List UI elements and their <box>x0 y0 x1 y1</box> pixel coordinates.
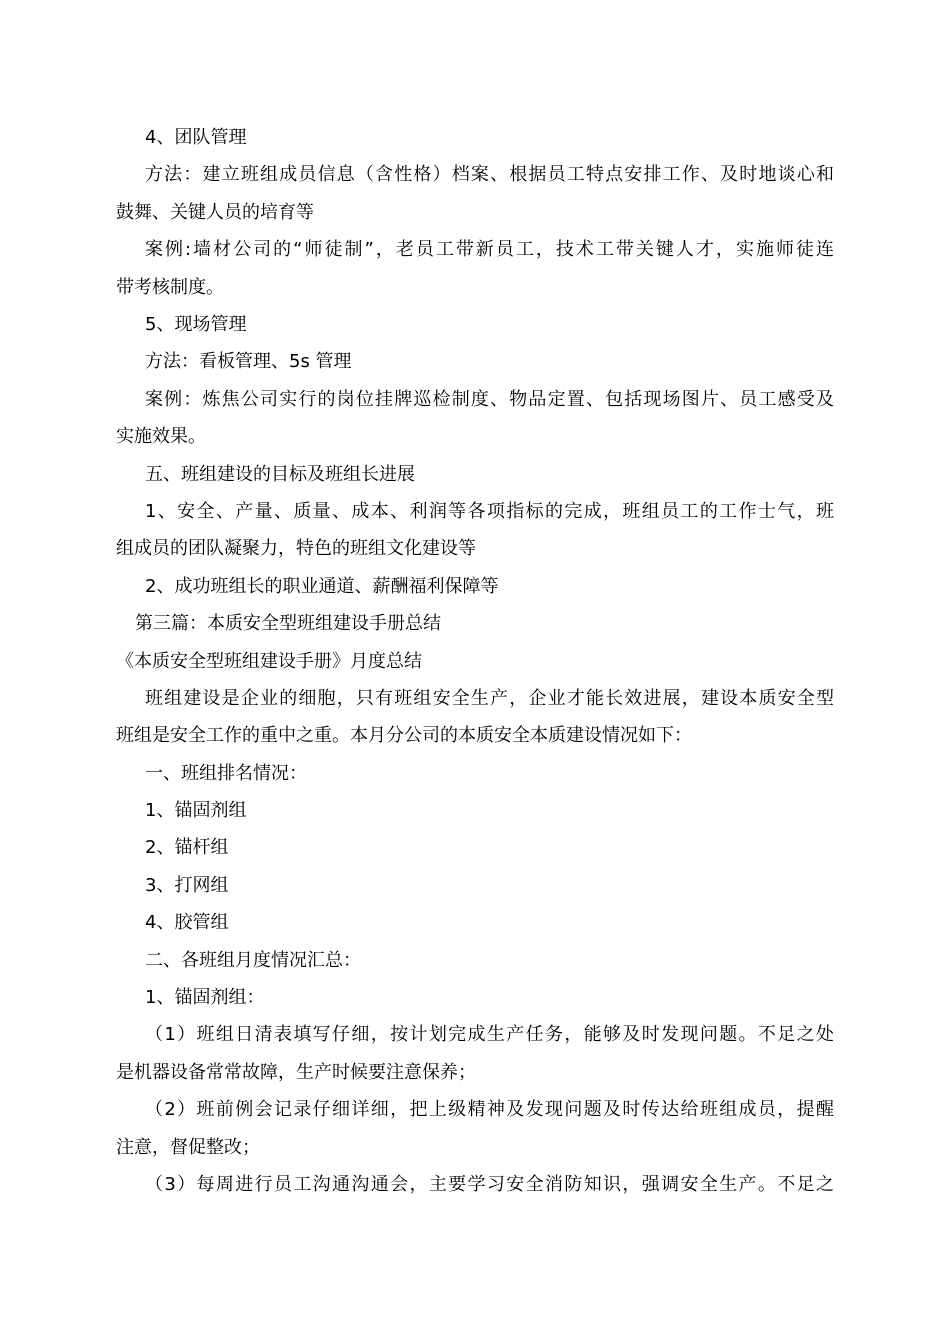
paragraph-line: 组成员的团队凝聚力，特色的班组文化建设等 <box>116 538 476 559</box>
list-item: 3、打网组 <box>145 875 229 896</box>
paragraph-line: 1、安全、产量、质量、成本、利润等各项指标的完成，班组员工的工作士气，班 <box>145 501 834 522</box>
section-heading: 二、各班组月度情况汇总： <box>145 950 361 971</box>
paragraph-line: （3）每周进行员工沟通沟通会，主要学习安全消防知识，强调安全生产。不足之 <box>145 1174 834 1195</box>
list-item: 2、锚杆组 <box>145 837 229 858</box>
paragraph-line: 是机器设备常常故障，生产时候要注意保养； <box>116 1062 476 1083</box>
paragraph-line: 班组建设是企业的细胞，只有班组安全生产，企业才能长效进展，建设本质安全型 <box>145 688 834 709</box>
paragraph-line: 带考核制度。 <box>116 277 224 298</box>
paragraph-line: （1）班组日清表填写仔细，按计划完成生产任务，能够及时发现问题。不足之处 <box>145 1024 834 1045</box>
paragraph-line: 案例：炼焦公司实行的岗位挂牌巡检制度、物品定置、包括现场图片、员工感受及 <box>145 389 834 410</box>
paragraph-line: 2、成功班组长的职业通道、薪酬福利保障等 <box>145 576 499 597</box>
subsection-heading: 1、锚固剂组： <box>145 987 265 1008</box>
list-item: 4、胶管组 <box>145 912 229 933</box>
document-title: 《本质安全型班组建设手册》月度总结 <box>116 651 422 672</box>
list-item: 1、锚固剂组 <box>145 800 247 821</box>
section-heading: 五、班组建设的目标及班组长进展 <box>145 464 415 485</box>
paragraph-line: 注意，督促整改； <box>116 1137 260 1158</box>
paragraph-line: 鼓舞、关键人员的培育等 <box>116 202 314 223</box>
chapter-title: 第三篇：本质安全型班组建设手册总结 <box>135 613 441 634</box>
paragraph-line: 方法：建立班组成员信息（含性格）档案、根据员工特点安排工作、及时地谈心和 <box>145 164 834 185</box>
paragraph-line: （2）班前例会记录仔细详细，把上级精神及发现问题及时传达给班组成员，提醒 <box>145 1099 834 1120</box>
section-heading: 4、团队管理 <box>145 127 247 148</box>
section-heading: 5、现场管理 <box>145 314 247 335</box>
paragraph-line: 案例:墙材公司的“师徒制”，老员工带新员工，技术工带关键人才，实施师徒连 <box>145 239 834 260</box>
paragraph-line: 实施效果。 <box>116 426 206 447</box>
section-heading: 一、班组排名情况： <box>145 763 307 784</box>
paragraph-line: 方法：看板管理、5s 管理 <box>145 351 352 372</box>
paragraph-line: 班组是安全工作的重中之重。本月分公司的本质安全本质建设情况如下： <box>116 725 692 746</box>
